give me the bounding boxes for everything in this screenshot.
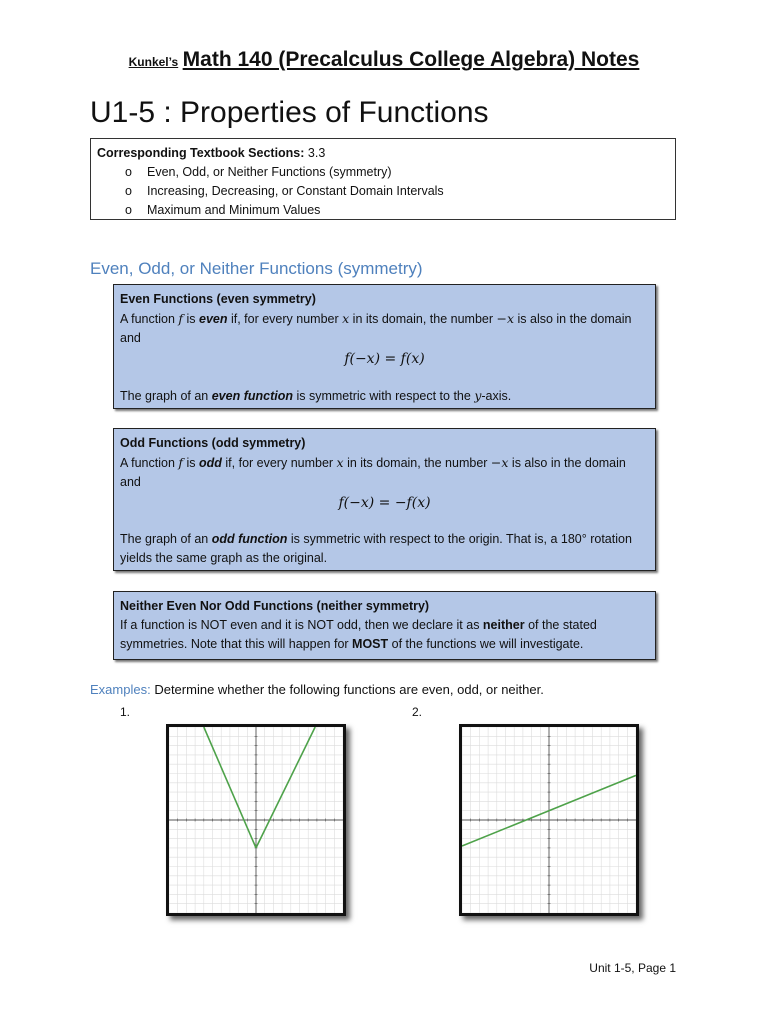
topic-list: [97, 163, 669, 220]
topic-item: o Even, Odd, or Neither Functions (symmetry): [125, 163, 669, 182]
example-number: 1.: [120, 705, 131, 719]
odd-graph-statement: The graph of an odd function is symmetric with respect to the origin. That is, a 180° rotation yields the same graph as the original.: [120, 532, 632, 565]
odd-equation: f(−x) = −f(x): [338, 495, 431, 511]
textbook-sections-line: [97, 144, 669, 163]
textbook-sections-label: Corresponding Textbook Sections:: [97, 146, 305, 160]
neither-heading: Neither Even Nor Odd Functions (neither symmetry): [120, 599, 430, 613]
textbook-sections-value: 3.3: [307, 146, 326, 160]
even-heading: Even Functions (even symmetry): [120, 292, 316, 306]
even-definition-box: [113, 284, 656, 409]
even-definition-text: A function f is even if, for every number x in its domain, the number −x is also in the domain and: [120, 311, 632, 345]
author-label: Kunkel’s: [128, 55, 179, 69]
neither-definition-text: If a function is NOT even and it is NOT odd, then we declare it as neither of the stated symmetries. Note that this will happen for MOST of the functions we will investigate.: [120, 618, 597, 651]
example-1-graph: [166, 724, 346, 916]
examples-line: [90, 682, 544, 697]
textbook-sections-box: [90, 138, 676, 220]
topic-item: o Increasing, Decreasing, or Constant Domain Intervals: [125, 182, 669, 201]
graph-2-svg: [462, 727, 636, 913]
example-number: 2.: [412, 705, 423, 719]
examples-label: Examples:: [90, 682, 151, 697]
page-title: U1-5 : Properties of Functions: [90, 96, 489, 129]
examples-instruction: Determine whether the following functions are even, odd, or neither.: [154, 682, 544, 697]
even-equation: f(−x) = f(x): [344, 351, 425, 367]
topic-item: o Maximum and Minimum Values: [125, 201, 669, 220]
odd-definition-box: [113, 428, 656, 571]
odd-heading: Odd Functions (odd symmetry): [120, 436, 306, 450]
odd-definition-text: A function f is odd if, for every number x in its domain, the number −x is also in the domain and: [120, 455, 626, 489]
example-2-graph: [459, 724, 639, 916]
section-heading: Even, Odd, or Neither Functions (symmetry): [90, 259, 423, 278]
graph-1-svg: [169, 727, 343, 913]
neither-definition-box: [113, 591, 656, 660]
page-footer: Unit 1-5, Page 1: [589, 961, 676, 975]
even-graph-statement: The graph of an even function is symmetric with respect to the y-axis.: [120, 388, 512, 403]
course-title: Math 140 (Precalculus College Algebra) Notes: [182, 48, 640, 71]
course-header: [0, 48, 768, 72]
